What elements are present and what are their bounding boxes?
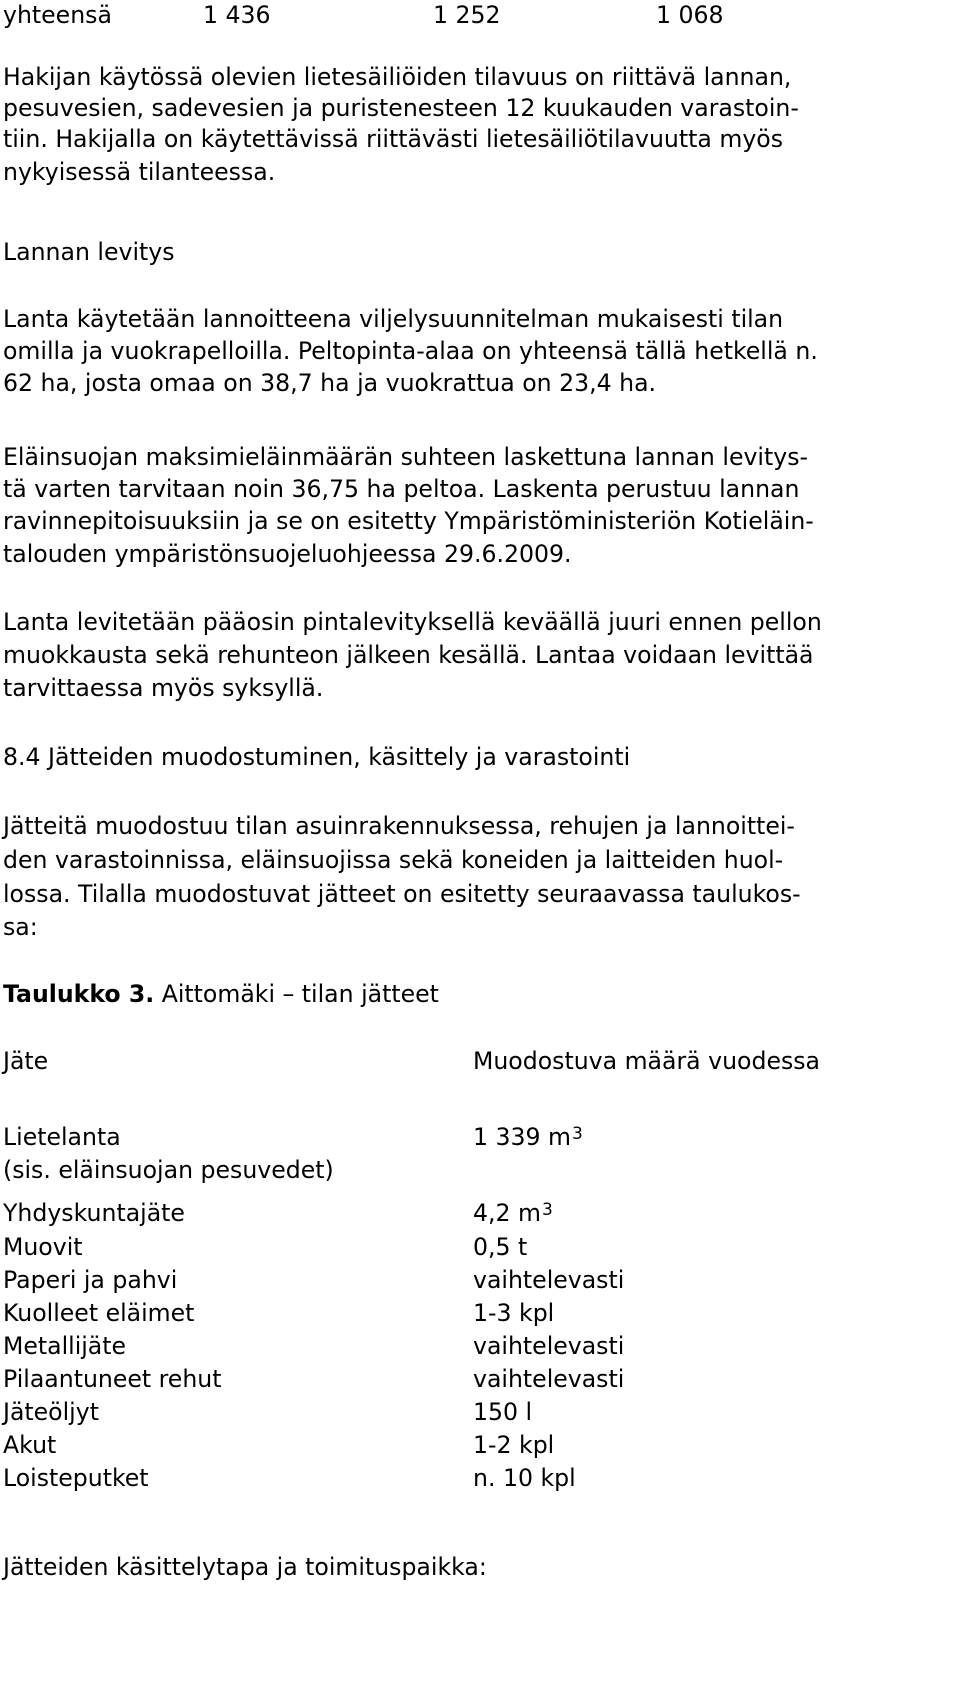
table-cell-amount: 1-2 kpl xyxy=(473,1431,555,1459)
table-cell-amount: 150 l xyxy=(473,1398,533,1426)
table-cell-amount: 1-3 kpl xyxy=(473,1299,555,1327)
paragraph-line: ravinnepitoisuuksiin ja se on esitetty Ympäristöministeriön Kotieläin- xyxy=(3,507,814,535)
table-cell-waste: Muovit xyxy=(3,1233,83,1261)
table-cell-waste: Metallijäte xyxy=(3,1332,127,1360)
table-header-amount: Muodostuva määrä vuodessa xyxy=(473,1047,821,1075)
paragraph-line: Jätteitä muodostuu tilan asuinrakennuksessa, rehujen ja lannoittei- xyxy=(3,812,795,840)
paragraph-line: den varastoinnissa, eläinsuojissa sekä koneiden ja laitteiden huol- xyxy=(3,846,784,874)
table-cell-waste: Paperi ja pahvi xyxy=(3,1266,178,1294)
footer-heading: Jätteiden käsittelytapa ja toimituspaikka: xyxy=(3,1553,487,1581)
table-cell-waste: Kuolleet eläimet xyxy=(3,1299,195,1327)
table-cell-waste: Akut xyxy=(3,1431,57,1459)
table-cell-amount: vaihtelevasti xyxy=(473,1332,625,1360)
totals-row xyxy=(3,0,948,30)
totals-value-3: 1 068 xyxy=(656,1,724,29)
totals-label: yhteensä xyxy=(3,1,112,29)
paragraph-line: sa: xyxy=(3,913,38,941)
table-cell-amount: 4,2 $m^3$ xyxy=(473,1199,553,1227)
paragraph-line: Lanta käytetään lannoitteena viljelysuunnitelman mukaisesti tilan xyxy=(3,305,784,333)
table-header-waste: Jäte xyxy=(3,1047,49,1075)
table-cell-waste: Jäteöljyt xyxy=(3,1398,99,1426)
superscript-exponent: 3 xyxy=(572,1124,583,1144)
paragraph-line: 62 ha, josta omaa on 38,7 ha ja vuokrattua on 23,4 ha. xyxy=(3,369,657,397)
table-caption xyxy=(3,979,439,1009)
paragraph-line: Hakijan käytössä olevien lietesäiliöiden tilavuus on riittävä lannan, xyxy=(3,63,792,91)
paragraph-line: tiin. Hakijalla on käytettävissä riittävästi lietesäiliötilavuutta myös xyxy=(3,125,784,153)
table-cell-waste: Lietelanta xyxy=(3,1123,121,1151)
table-cell-waste: Yhdyskuntajäte xyxy=(3,1199,185,1227)
paragraph-line: muokkausta sekä rehunteon jälkeen kesällä. Lantaa voidaan levittää xyxy=(3,641,814,669)
table-cell-waste: Loisteputket xyxy=(3,1464,149,1492)
table-cell-amount: vaihtelevasti xyxy=(473,1365,625,1393)
superscript-exponent: 3 xyxy=(542,1200,553,1220)
table-cell-amount: n. 10 kpl xyxy=(473,1464,576,1492)
paragraph-line: nykyisessä tilanteessa. xyxy=(3,158,276,186)
paragraph-line: pesuvesien, sadevesien ja puristenesteen 12 kuukauden varastoin- xyxy=(3,94,799,122)
paragraph-line: tarvittaessa myös syksyllä. xyxy=(3,674,324,702)
table-cell-amount: 0,5 t xyxy=(473,1233,528,1261)
section-heading-waste: 8.4 Jätteiden muodostuminen, käsittely ja varastointi xyxy=(3,743,631,771)
table-cell-waste: Pilaantuneet rehut xyxy=(3,1365,222,1393)
table-cell-amount: vaihtelevasti xyxy=(473,1266,625,1294)
paragraph-line: omilla ja vuokrapelloilla. Peltopinta-alaa on yhteensä tällä hetkellä n. xyxy=(3,337,818,365)
table-caption-number: Taulukko 3. xyxy=(3,980,155,1008)
paragraph-line: tä varten tarvitaan noin 36,75 ha peltoa. Laskenta perustuu lannan xyxy=(3,475,800,503)
table-cell-amount: 1 339 $m^3$ xyxy=(473,1123,583,1151)
totals-value-1: 1 436 xyxy=(203,1,271,29)
paragraph-line: Lanta levitetään pääosin pintalevityksellä keväällä juuri ennen pellon xyxy=(3,608,822,636)
totals-value-2: 1 252 xyxy=(433,1,501,29)
paragraph-line: lossa. Tilalla muodostuvat jätteet on esitetty seuraavassa taulukos- xyxy=(3,880,801,908)
table-caption-title: Aittomäki – tilan jätteet xyxy=(154,980,439,1008)
section-heading: Lannan levitys xyxy=(3,238,175,266)
table-cell-waste: (sis. eläinsuojan pesuvedet) xyxy=(3,1156,334,1184)
paragraph-line: talouden ympäristönsuojeluohjeessa 29.6.2009. xyxy=(3,540,572,568)
paragraph-line: Eläinsuojan maksimieläinmäärän suhteen laskettuna lannan levitys- xyxy=(3,443,808,471)
